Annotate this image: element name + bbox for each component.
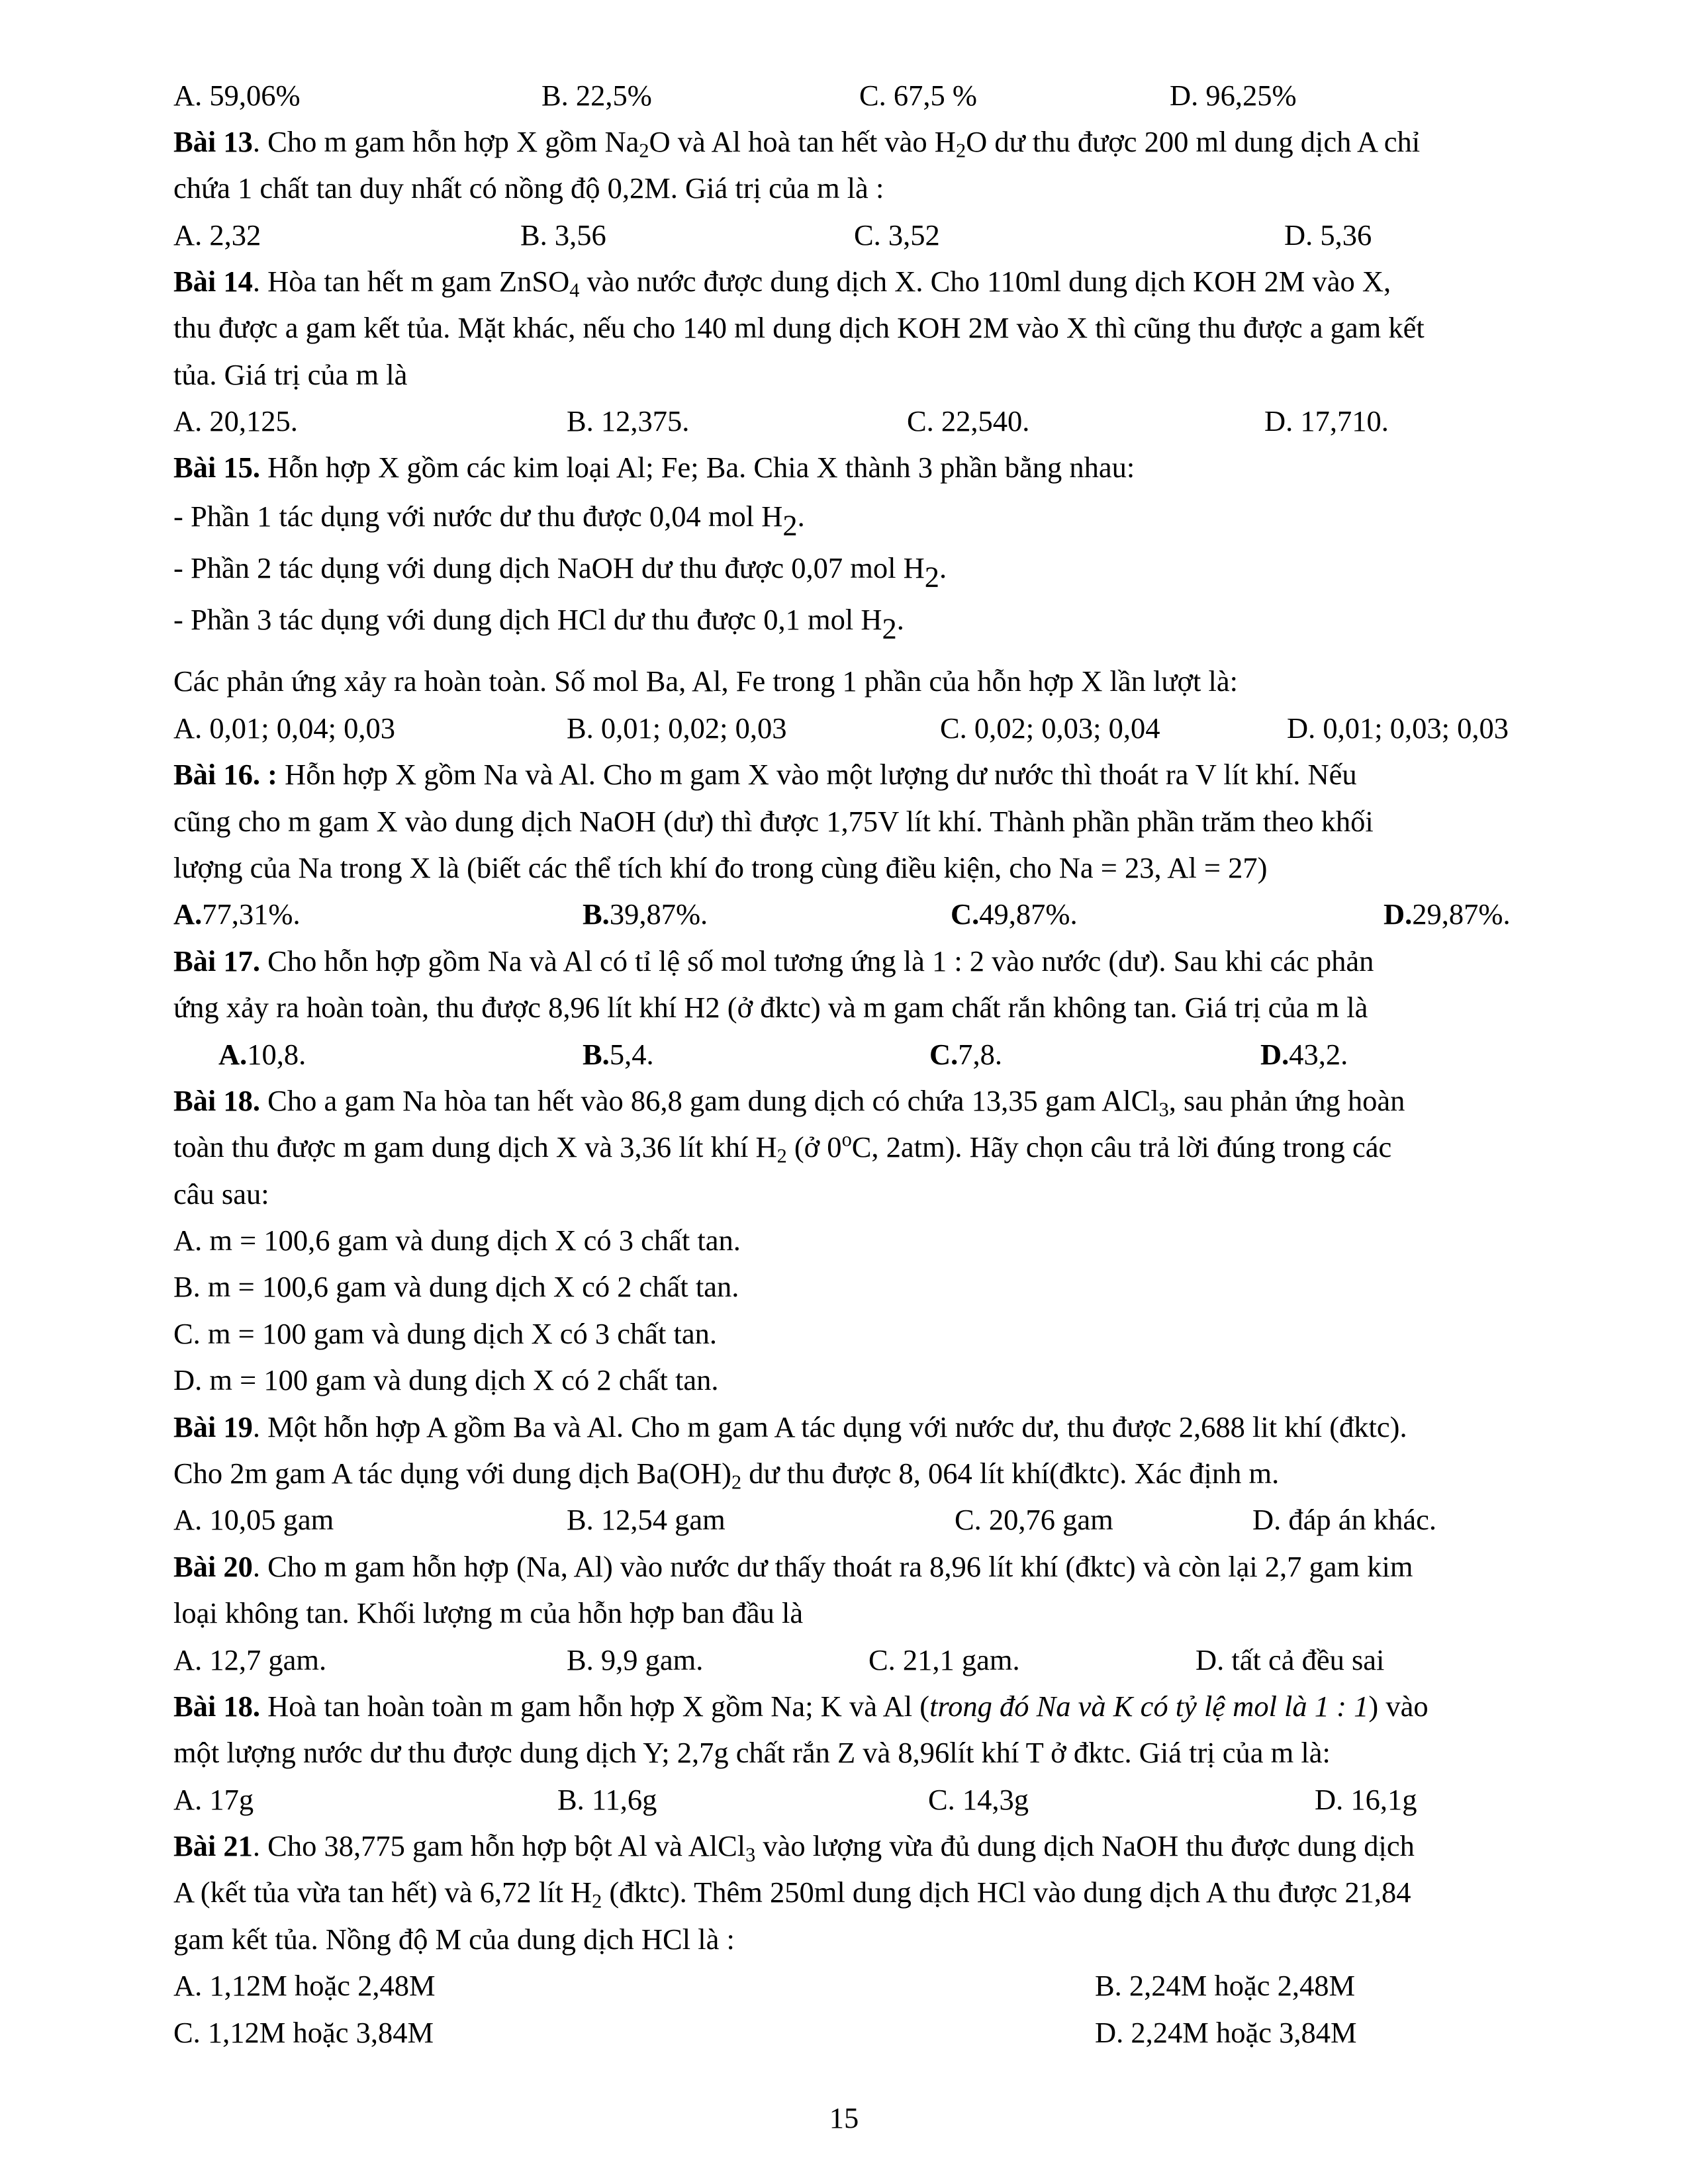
question-17-line-2: ứng xảy ra hoàn toàn, thu được 8,96 lít khí H2 (ở đktc) và m gam chất rắn không tan. Giá trị của m là	[173, 991, 1368, 1024]
question-17-line-1: Bài 17. Cho hỗn hợp gồm Na và Al có tỉ lệ số mol tương ứng là 1 : 2 vào nước (dư). Sau khi các phản	[173, 944, 1374, 978]
question-18-line-2: toàn thu được m gam dung dịch X và 3,36 lít khí $H_2$ (ở 0$^o$C, 2atm). Hãy chọn câu trả lời đúng trong các	[173, 1128, 1392, 1167]
option-d: D. 2,24M hoặc 3,84M	[1095, 2016, 1357, 2049]
question-15-part-2: - Phần 2 tác dụng với dung dịch NaOH dư thu được 0,07 mol $H_2$.	[173, 551, 947, 594]
question-20-label: Bài 20	[173, 1550, 253, 1583]
question-15-part-1: - Phần 1 tác dụng với nước dư thu được 0,04 mol $H_2$.	[173, 500, 805, 542]
option-d: D. 96,25%	[1170, 79, 1297, 112]
option-b: B. 12,54 gam	[567, 1503, 726, 1536]
option-a: A. 10,05 gam	[173, 1503, 334, 1536]
option-b: B. 3,56	[520, 218, 606, 251]
option-c: C. 20,76 gam	[955, 1503, 1113, 1536]
option-c: C. 67,5 %	[859, 79, 977, 112]
option-d: D. 17,710.	[1264, 404, 1389, 437]
question-14-options	[0, 402, 1688, 439]
question-14-line-1: Bài 14. Hòa tan hết m gam ZnSO$_4$ vào nước được dung dịch X. Cho 110ml dung dịch KOH 2M vào X,	[173, 265, 1391, 302]
question-18b-line-2: một lượng nước dư thu được dung dịch Y; 2,7g chất rắn Z và 8,96lít khí T ở đktc. Giá trị của m là:	[173, 1736, 1331, 1769]
question-15-line-1: Bài 15. Hỗn hợp X gồm các kim loại Al; Fe; Ba. Chia X thành 3 phần bằng nhau:	[173, 451, 1135, 484]
option-c: C. 3,52	[854, 218, 940, 251]
option-c: C. m = 100 gam và dung dịch X có 3 chất tan.	[173, 1317, 717, 1350]
option-a: A. 59,06%	[173, 79, 301, 112]
option-b: B. m = 100,6 gam và dung dịch X có 2 chất tan.	[173, 1270, 739, 1303]
question-21-label: Bài 21	[173, 1829, 253, 1862]
question-13-line-1: Bài 13. Cho m gam hỗn hợp X gồm $Na_2O$ và Al hoà tan hết vào $H_2O$ dư thu được 200 ml dung dịch A chỉ	[173, 125, 1421, 162]
option-c: C. 0,02; 0,03; 0,04	[940, 711, 1160, 745]
question-14-line-3: tủa. Giá trị của m là	[173, 358, 408, 391]
question-15-part-3: - Phần 3 tác dụng với dung dịch HCl dư thu được 0,1 mol $H_2$.	[173, 603, 904, 645]
question-16-line-2: cũng cho m gam X vào dung dịch NaOH (dư) thì được 1,75V lít khí. Thành phần phần trăm theo khối	[173, 805, 1374, 838]
question-15-label: Bài 15.	[173, 451, 261, 484]
option-b: B. 22,5%	[541, 79, 652, 112]
question-21-line-1: Bài 21. Cho 38,775 gam hỗn hợp bột Al và AlCl$_3$ vào lượng vừa đủ dung dịch NaOH thu được dung dịch	[173, 1829, 1415, 1866]
question-18-line-1: Bài 18. Cho a gam Na hòa tan hết vào 86,8 gam dung dịch có chứa 13,35 gam AlCl$_3$, sau phản ứng hoàn	[173, 1084, 1405, 1121]
option-a: A. 1,12M hoặc 2,48M	[173, 1969, 436, 2002]
question-13-label: Bài 13	[173, 125, 253, 158]
question-16-line-3: lượng của Na trong X là (biết các thể tích khí đo trong cùng điều kiện, cho Na = 23, Al = 27)	[173, 851, 1268, 884]
option-a: A. 0,01; 0,04; 0,03	[173, 711, 395, 745]
question-20-line-1: Bài 20. Cho m gam hỗn hợp (Na, Al) vào nước dư thấy thoát ra 8,96 lít khí (đktc) và còn lại 2,7 gam kim	[173, 1550, 1413, 1583]
option-d: D. 43,2.	[1260, 1038, 1348, 1071]
question-21-line-2: A (kết tủa vừa tan hết) và 6,72 lít $H_2$ (đktc). Thêm 250ml dung dịch HCl vào dung dịch A thu được 21,84	[173, 1876, 1411, 1913]
option-a: A. 77,31%.	[173, 897, 301, 931]
option-c: C. 14,3g	[928, 1783, 1029, 1816]
question-16-label: Bài 16. :	[173, 758, 277, 791]
option-b: B. 12,375.	[567, 404, 690, 437]
option-d: D. tất cả đều sai	[1196, 1643, 1385, 1676]
question-13-options	[0, 216, 1688, 253]
option-b: B. 2,24M hoặc 2,48M	[1095, 1969, 1356, 2002]
question-18b-line-1: Bài 18. Hoà tan hoàn toàn m gam hỗn hợp X gồm Na; K và Al (trong đó Na và K có tỷ lệ mol là 1 : 1) vào	[173, 1690, 1429, 1723]
option-d: D. 29,87%.	[1383, 897, 1511, 931]
question-14-label: Bài 14	[173, 265, 253, 298]
question-19-line-1: Bài 19. Một hỗn hợp A gồm Ba và Al. Cho m gam A tác dụng với nước dư, thu được 2,688 lit khí (đktc).	[173, 1410, 1407, 1443]
question-16-options	[0, 895, 1688, 933]
question-17-options	[0, 1036, 1688, 1073]
question-21-options-1	[0, 1967, 1688, 2004]
option-d: D. 16,1g	[1315, 1783, 1417, 1816]
option-b: B. 11,6g	[557, 1783, 657, 1816]
option-b: B. 9,9 gam.	[567, 1643, 704, 1676]
question-20-options	[0, 1641, 1688, 1678]
question-18-label: Bài 18.	[173, 1084, 261, 1117]
option-b: B. 39,87%.	[583, 897, 708, 931]
question-21-line-3: gam kết tủa. Nồng độ M của dung dịch HCl là :	[173, 1923, 735, 1956]
question-19-options	[0, 1501, 1688, 1538]
option-c: C. 21,1 gam.	[868, 1643, 1020, 1676]
option-c: C. 49,87%.	[951, 897, 1078, 931]
question-18-line-3: câu sau:	[173, 1177, 269, 1210]
question-16-line-1: Bài 16. : Hỗn hợp X gồm Na và Al. Cho m gam X vào một lượng dư nước thì thoát ra V lít khí. Nếu	[173, 758, 1357, 791]
option-d: D. m = 100 gam và dung dịch X có 2 chất tan.	[173, 1363, 719, 1396]
option-a: A. 20,125.	[173, 404, 298, 437]
option-c: C. 22,540.	[907, 404, 1030, 437]
option-a: A. 10,8.	[218, 1038, 306, 1071]
option-a: A. 12,7 gam.	[173, 1643, 327, 1676]
option-b: B. 0,01; 0,02; 0,03	[567, 711, 787, 745]
question-20-line-2: loại không tan. Khối lượng m của hỗn hợp ban đầu là	[173, 1596, 804, 1629]
question-15-options	[0, 709, 1688, 747]
option-a: A. 17g	[173, 1783, 254, 1816]
question-13-line-2: chứa 1 chất tan duy nhất có nồng độ 0,2M. Giá trị của m là :	[173, 171, 884, 205]
option-d: D. 5,36	[1284, 218, 1372, 251]
page-number: 15	[829, 2101, 859, 2134]
question-18b-options	[0, 1781, 1688, 1818]
option-a: A. m = 100,6 gam và dung dịch X có 3 chất tan.	[173, 1224, 741, 1257]
option-c: C. 1,12M hoặc 3,84M	[173, 2016, 434, 2049]
option-b: B. 5,4.	[583, 1038, 654, 1071]
answer-row-prev	[0, 77, 1688, 114]
question-19-label: Bài 19	[173, 1410, 253, 1443]
option-d: D. đáp án khác.	[1252, 1503, 1437, 1536]
option-d: D. 0,01; 0,03; 0,03	[1287, 711, 1509, 745]
option-a: A. 2,32	[173, 218, 261, 251]
question-19-line-2: Cho 2m gam A tác dụng với dung dịch $Ba(OH)_2$ dư thu được 8, 064 lít khí(đktc). Xác định m.	[173, 1457, 1280, 1494]
question-21-options-2	[0, 2014, 1688, 2051]
option-c: C. 7,8.	[929, 1038, 1003, 1071]
question-17-label: Bài 17.	[173, 944, 261, 978]
question-15-line-5: Các phản ứng xảy ra hoàn toàn. Số mol Ba, Al, Fe trong 1 phần của hỗn hợp X lần lượt là:	[173, 664, 1239, 698]
question-18b-label: Bài 18.	[173, 1690, 261, 1723]
question-14-line-2: thu được a gam kết tủa. Mặt khác, nếu cho 140 ml dung dịch KOH 2M vào X thì cũng thu được a gam kết	[173, 311, 1425, 344]
